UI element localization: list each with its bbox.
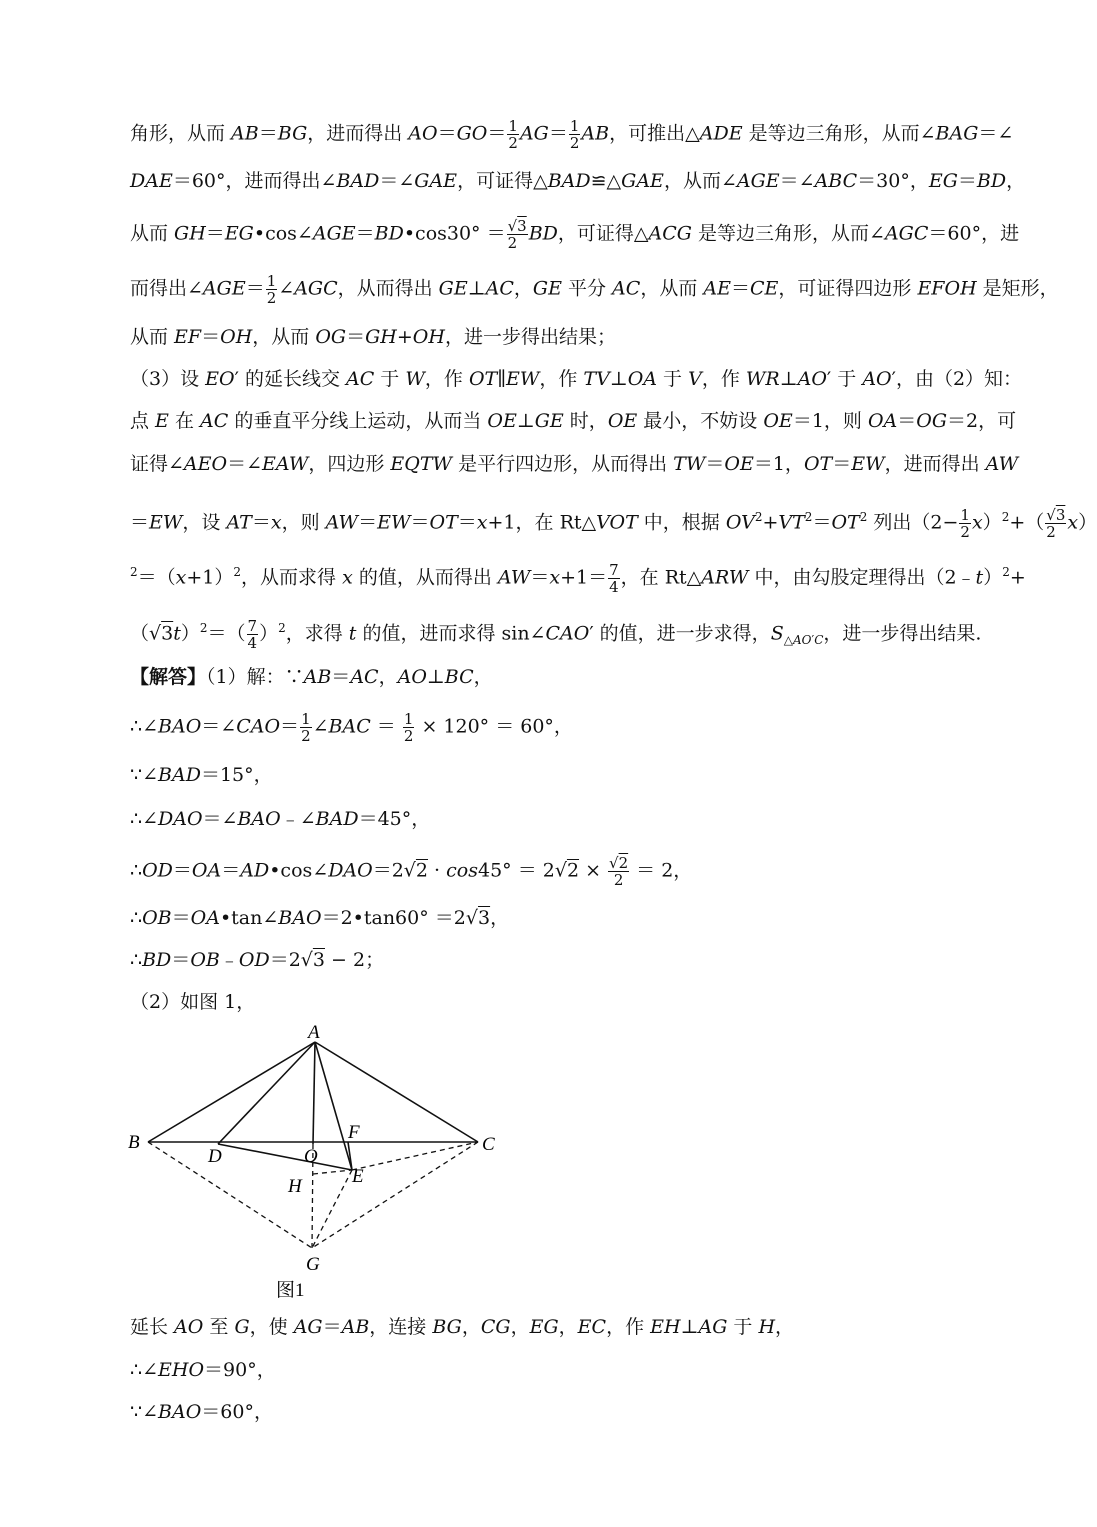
text-line-12: 【解答】（1）解：∵AB＝AC，AO⊥BC， xyxy=(130,666,493,688)
text-line-10: $^2=(x+1)^2$，从而求得 x 的值，从而得出 AW＝x+1＝ $\frac{7}{4}$ ，在 Rt△ARW 中，由勾股定理得出（2﹣t）$^2$+ xyxy=(130,560,1026,596)
text-line-9: ＝EW，设 AT＝x，则 AW＝EW＝OT＝x+1，在 Rt△VOT 中，根据 $OV^2+VT^2=OT^2$ 列出（2− $\frac{1}{2}$ x）$^2$+（ $\frac{√3}{2}$ x） xyxy=(130,505,1097,541)
label-h: H xyxy=(288,1176,302,1197)
text-line-6: （3）设 EO′ 的延长线交 AC 于 W，作 OT∥EW，作 TV⊥OA 于 V，作 WR⊥AO′ 于 AO′，由（2）知： xyxy=(130,368,1023,390)
geometry-diagram xyxy=(120,1020,520,1310)
text-line-15: ∴∠DAO＝∠BAO﹣∠BAD＝45°， xyxy=(130,808,431,830)
label-b: B xyxy=(128,1132,140,1153)
text-line-13: ∴∠BAO＝∠CAO＝ $\frac{1}{2}$ ∠BAC ＝ $\frac{1}{2}$ × 120° ＝ 60°， xyxy=(130,710,573,745)
text-line-16: ∴OD＝OA＝AD•cos∠DAO＝2√2 · cos45° ＝ 2√2 × $\frac{√2}{2}$ ＝ 2， xyxy=(130,854,693,889)
text-line-19: （2）如图 1， xyxy=(130,991,256,1013)
text-line-11: $(√3t)^2=$（ $\frac{7}{4}$ ）$^2$，求得 t 的值，进而求得 sin∠CAO′ 的值，进一步求得，$S_{\triangle AO'C}$，进一步得出结果. xyxy=(130,616,982,652)
segment-ad xyxy=(218,1042,315,1144)
text-line-4: 而得出∠AGE＝ $\frac{1}{2}$ ∠AGC，从而得出 GE⊥AC，GE 平分 AC，从而 AE＝CE，可证得四边形 EFOH 是矩形， xyxy=(130,272,1059,307)
segment-cg xyxy=(312,1142,478,1248)
geometry-figure-1 xyxy=(120,1020,520,1310)
segment-de xyxy=(218,1144,352,1170)
label-d: D xyxy=(208,1146,222,1167)
segment-ab xyxy=(148,1042,315,1142)
text-line-22: ∵∠BAO＝60°， xyxy=(130,1401,273,1423)
segment-he xyxy=(313,1170,352,1174)
text-line-14: ∵∠BAD＝15°， xyxy=(130,764,273,786)
text-line-18: ∴BD＝OB﹣OD＝2√3 − 2； xyxy=(130,949,385,971)
text-line-8: 证得∠AEO＝∠EAW，四边形 EQTW 是平行四边形，从而得出 TW＝OE＝1，OT＝EW，进而得出 AW xyxy=(130,453,1019,475)
label-g: G xyxy=(306,1254,320,1275)
figure-caption: 图1 xyxy=(276,1280,305,1301)
text-line-1: 角形，从而 AB＝BG，进而得出 AO＝GO＝ $\frac{1}{2}$ AG＝ $\frac{1}{2}$ AB，可推出△ADE 是等边三角形，从而∠BAG＝∠ xyxy=(130,117,1014,152)
text-line-3: 从而 GH＝EG•cos∠AGE＝BD•cos30° ＝ $\frac{√3}{2}$ BD，可证得△ACG 是等边三角形，从而∠AGC＝60°，进 xyxy=(130,217,1020,252)
segment-eg xyxy=(312,1170,352,1248)
text-line-5: 从而 EF＝OH，从而 OG＝GH+OH，进一步得出结果； xyxy=(130,326,616,348)
label-o: O xyxy=(304,1146,318,1167)
label-f: F xyxy=(348,1122,360,1143)
label-e: E xyxy=(352,1166,364,1187)
text-line-2: DAE＝60°，进而得出∠BAD＝∠GAE，可证得△BAD≌△GAE，从而∠AGE＝∠ABC＝30°，EG＝BD， xyxy=(130,170,1026,192)
text-line-17: ∴OB＝OA•tan∠BAO＝2•tan60° ＝2√3， xyxy=(130,907,510,929)
label-a: A xyxy=(308,1022,320,1043)
text-line-20: 延长 AO 至 G，使 AG＝AB，连接 BG，CG，EG，EC，作 EH⊥AG 于 H， xyxy=(130,1316,795,1338)
segment-ec xyxy=(352,1142,478,1170)
label-c: C xyxy=(482,1134,495,1155)
segment-ao xyxy=(313,1042,315,1144)
text-line-21: ∴∠EHO＝90°， xyxy=(130,1359,276,1381)
text-line-7: 点 E 在 AC 的垂直平分线上运动，从而当 OE⊥GE 时，OE 最小，不妨设 OE＝1，则 OA＝OG＝2，可 xyxy=(130,410,1017,432)
